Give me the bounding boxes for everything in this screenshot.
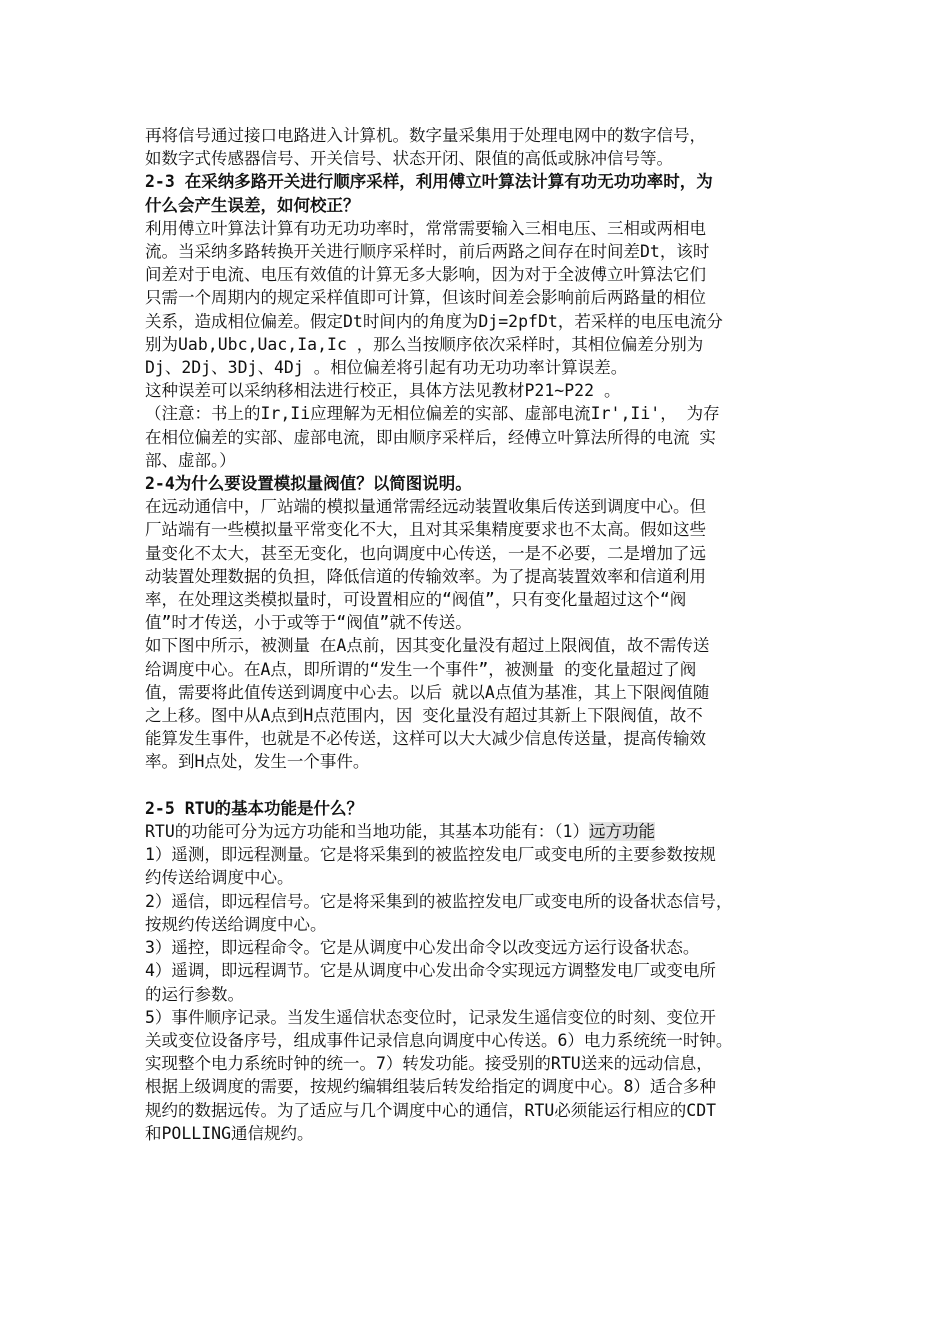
answer-2-4-line: 率。到H点处，发生一个事件。 [145, 752, 370, 772]
intro-line: 再将信号通过接口电路进入计算机。数字量采集用于处理电网中的数字信号， [145, 126, 706, 145]
answer-2-3-line: 只需一个周期内的规定采样值即可计算，但该时间差会影响前后两路量的相位 [145, 288, 706, 308]
answer-2-3-line: 别为Uab,Ubc,Uac,Ia,Ic ，那么当按顺序依次采样时，其相位偏差分别为 [145, 334, 704, 354]
answer-2-5-lead-text: RTU的功能可分为远方功能和当地功能，其基本功能有：（1） [145, 822, 589, 842]
question-2-5-heading: 2-5 RTU的基本功能是什么？ [145, 798, 364, 818]
answer-2-4-line: 之上移。图中从A点到H点范围内，因 变化量没有超过其新上下限阀值，故不 [145, 706, 703, 726]
answer-2-3-line: 间差对于电流、电压有效值的计算无多大影响，因为对于全波傅立叶算法它们 [145, 265, 706, 285]
intro-line: 如数字式传感器信号、开关信号、状态开闭、限值的高低或脉冲信号等。 [145, 149, 673, 169]
answer-2-5-line: 3）遥控，即远程命令。它是从调度中心发出命令以改变远方运行设备状态。 [145, 938, 700, 958]
answer-2-5-line: 5）事件顺序记录。当发生遥信状态变位时，记录发生遥信变位的时刻、变位开 [145, 1007, 716, 1027]
answer-2-3-line: 关系，造成相位偏差。假定Dt时间内的角度为Dj=2pfDt，若采样的电压电流分 [145, 311, 723, 331]
answer-2-5-line: 2）遥信，即远程信号。它是将采集到的被监控发电厂或变电所的设备状态信号， [145, 891, 733, 911]
answer-2-5-lead [145, 820, 825, 843]
answer-2-5-line: 约传送给调度中心。 [145, 868, 294, 888]
answer-2-4-line: 值”时才传送，小于或等于“阀值”就不传送。 [145, 613, 472, 633]
answer-2-4-line: 动装置处理数据的负担，降低信道的传输效率。为了提高装置效率和信道利用 [145, 566, 706, 586]
question-2-4-heading: 2-4为什么要设置模拟量阀值？以简图说明。 [145, 474, 472, 494]
answer-2-3-line: 流。当采纳多路转换开关进行顺序采样时，前后两路之间存在时间差Dt，该时 [145, 242, 710, 262]
answer-2-4-line: 能算发生事件，也就是不必传送，这样可以大大减少信息传送量，提高传输效 [145, 729, 706, 749]
answer-2-3-line: Dj、2Dj、3Dj、4Dj 。相位偏差将引起有功无功功率计算误差。 [145, 358, 628, 378]
answer-2-5-line: 1）遥测，即远程测量。它是将采集到的被监控发电厂或变电所的主要参数按规 [145, 845, 716, 865]
question-2-3-heading: 2-3 在采纳多路开关进行顺序采样，利用傅立叶算法计算有功无功功率时，为 [145, 172, 713, 192]
answer-2-4-line: 值，需要将此值传送到调度中心去。以后 就以A点值为基准，其上下限阀值随 [145, 682, 710, 702]
answer-2-3-line: 利用傅立叶算法计算有功无功功率时，常常需要输入三相电压、三相或两相电 [145, 218, 706, 238]
answer-2-4-line: 给调度中心。在A点，即所谓的“发生一个事件”，被测量 的变化量超过了阀 [145, 659, 697, 679]
answer-2-5-line: 规约的数据远传。为了适应与几个调度中心的通信，RTU必须能运行相应的CDT [145, 1100, 717, 1120]
answer-2-4-line: 量变化不太大，甚至无变化，也向调度中心传送，一是不必要，二是增加了远 [145, 543, 706, 563]
answer-2-5-line: 实现整个电力系统时钟的统一。7）转发功能。接受别的RTU送来的远动信息， [145, 1054, 713, 1074]
question-2-3-heading: 什么会产生误差，如何校正？ [145, 195, 360, 215]
answer-2-5-line: 按规约传送给调度中心。 [145, 914, 327, 934]
answer-2-4-line: 在远动通信中，厂站端的模拟量通常需经远动装置收集后传送到调度中心。但 [145, 497, 706, 517]
answer-2-4-line: 如下图中所示，被测量 在A点前，因其变化量没有超过上限阀值，故不需传送 [145, 636, 710, 656]
answer-2-3-line: （注意：书上的Ir,Ii应理解为无相位偏差的实部、虚部电流Ir',Ii'， 为存 [145, 404, 720, 424]
answer-2-4-line: 厂站端有一些模拟量平常变化不大，且对其采集精度要求也不太高。假如这些 [145, 520, 706, 540]
answer-2-5-line: 根据上级调度的需要，按规约编辑组装后转发给指定的调度中心。8）适合多种 [145, 1077, 716, 1097]
paragraph-spacer [145, 774, 825, 797]
answer-2-5-line: 4）遥调，即远程调节。它是从调度中心发出命令实现远方调整发电厂或变电所 [145, 961, 716, 981]
answer-2-3-line: 在相位偏差的实部、虚部电流，即由顺序采样后，经傅立叶算法所得的电流 实 [145, 427, 716, 447]
document-page [145, 124, 825, 1145]
answer-2-3-line: 部、虚部。） [145, 450, 236, 470]
highlighted-term: 远方功能 [589, 822, 655, 842]
answer-2-4-line: 率，在处理这类模拟量时，可设置相应的“阀值”，只有变化量超过这个“阀 [145, 590, 687, 610]
answer-2-5-line: 关或变位设备序号，组成事件记录信息向调度中心传送。6）电力系统统一时钟。 [145, 1030, 733, 1050]
answer-2-5-line: 和POLLING通信规约。 [145, 1123, 314, 1143]
answer-2-5-line: 的运行参数。 [145, 984, 244, 1004]
answer-2-3-line: 这种误差可以采纳移相法进行校正，具体方法见教材P21~P22 。 [145, 381, 621, 401]
